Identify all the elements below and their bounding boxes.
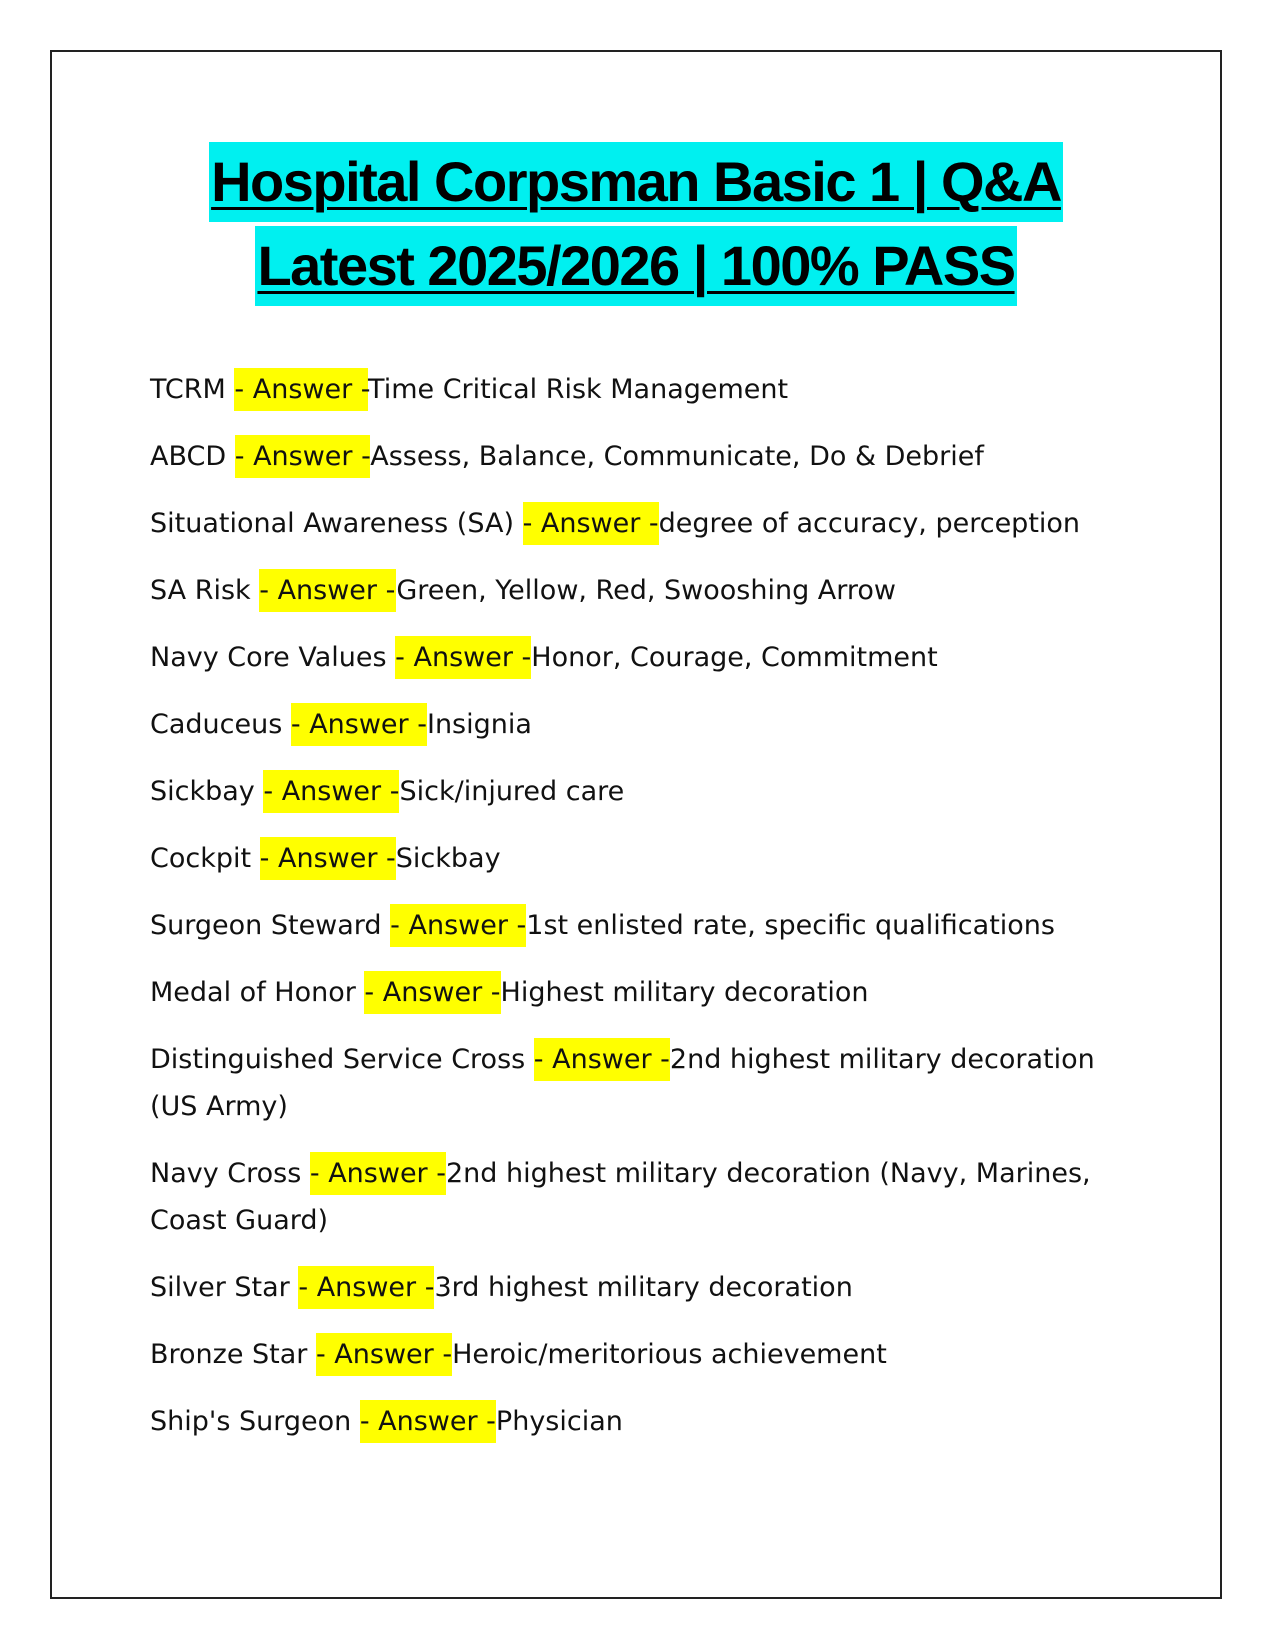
qa-term: Navy Core Values xyxy=(150,642,396,673)
qa-answer: Heroic/meritorious achievement xyxy=(452,1339,887,1370)
answer-marker: - Answer - xyxy=(263,770,399,813)
qa-item-silver-star xyxy=(150,1264,1110,1311)
qa-term: Ship's Surgeon xyxy=(150,1406,360,1437)
qa-item-navy-cross xyxy=(150,1150,1110,1244)
title-line-1: Hospital Corpsman Basic 1 | Q&A xyxy=(209,142,1063,222)
answer-marker: - Answer - xyxy=(260,837,396,880)
qa-item-ships-surgeon xyxy=(150,1398,1110,1445)
qa-answer: Time Critical Risk Management xyxy=(368,374,789,405)
answer-marker: - Answer - xyxy=(298,1266,434,1309)
qa-item-distinguished-service-cross xyxy=(150,1036,1110,1130)
qa-item-sa-risk xyxy=(150,567,1110,614)
qa-answer: Highest military decoration xyxy=(500,977,869,1008)
qa-list xyxy=(150,366,1110,1465)
qa-term: Caduceus xyxy=(150,709,291,740)
qa-term: Medal of Honor xyxy=(150,977,365,1008)
qa-term: Bronze Star xyxy=(150,1339,316,1370)
qa-answer: 1st enlisted rate, specific qualifications xyxy=(526,910,1055,941)
qa-answer: Sick/injured care xyxy=(399,776,625,807)
qa-item-tcrm xyxy=(150,366,1110,413)
title-line-2: Latest 2025/2026 | 100% PASS xyxy=(255,226,1016,306)
qa-item-bronze-star xyxy=(150,1331,1110,1378)
qa-answer: degree of accuracy, perception xyxy=(658,508,1081,539)
answer-marker: - Answer - xyxy=(360,1400,496,1443)
qa-item-situational-awareness xyxy=(150,500,1110,547)
qa-item-sickbay xyxy=(150,768,1110,815)
answer-marker: - Answer - xyxy=(390,904,526,947)
qa-answer: Green, Yellow, Red, Swooshing Arrow xyxy=(396,575,897,606)
qa-term: TCRM xyxy=(150,374,235,405)
qa-answer: Sickbay xyxy=(395,843,501,874)
qa-item-medal-of-honor xyxy=(150,969,1110,1016)
qa-term: Distinguished Service Cross xyxy=(150,1044,534,1075)
qa-term: Surgeon Steward xyxy=(150,910,391,941)
answer-marker: - Answer - xyxy=(291,703,427,746)
qa-answer: 2nd highest military decoration (US Army) xyxy=(150,1044,1095,1122)
answer-marker: - Answer - xyxy=(523,502,659,545)
answer-marker: - Answer - xyxy=(316,1333,452,1376)
qa-term: ABCD xyxy=(150,441,235,472)
qa-item-surgeon-steward xyxy=(150,902,1110,949)
qa-answer: Physician xyxy=(495,1406,623,1437)
qa-term: Sickbay xyxy=(150,776,264,807)
qa-item-abcd xyxy=(150,433,1110,480)
qa-answer: Honor, Courage, Commitment xyxy=(531,642,938,673)
qa-answer: Insignia xyxy=(426,709,532,740)
qa-item-navy-core-values xyxy=(150,634,1110,681)
qa-term: Situational Awareness (SA) xyxy=(150,508,523,539)
qa-term: SA Risk xyxy=(150,575,260,606)
answer-marker: - Answer - xyxy=(310,1152,446,1195)
qa-answer: 2nd highest military decoration (Navy, Marines, Coast Guard) xyxy=(150,1158,1091,1236)
answer-marker: - Answer - xyxy=(234,368,368,411)
qa-term: Silver Star xyxy=(150,1272,299,1303)
qa-term: Navy Cross xyxy=(150,1158,310,1189)
answer-marker: - Answer - xyxy=(534,1038,670,1081)
answer-marker: - Answer - xyxy=(395,636,531,679)
qa-term: Cockpit xyxy=(150,843,260,874)
document-title xyxy=(50,140,1222,308)
answer-marker: - Answer - xyxy=(259,569,396,612)
answer-marker: - Answer - xyxy=(235,435,371,478)
qa-answer: Assess, Balance, Communicate, Do & Debrief xyxy=(370,441,984,472)
qa-item-caduceus xyxy=(150,701,1110,748)
answer-marker: - Answer - xyxy=(364,971,500,1014)
qa-answer: 3rd highest military decoration xyxy=(434,1272,853,1303)
qa-item-cockpit xyxy=(150,835,1110,882)
